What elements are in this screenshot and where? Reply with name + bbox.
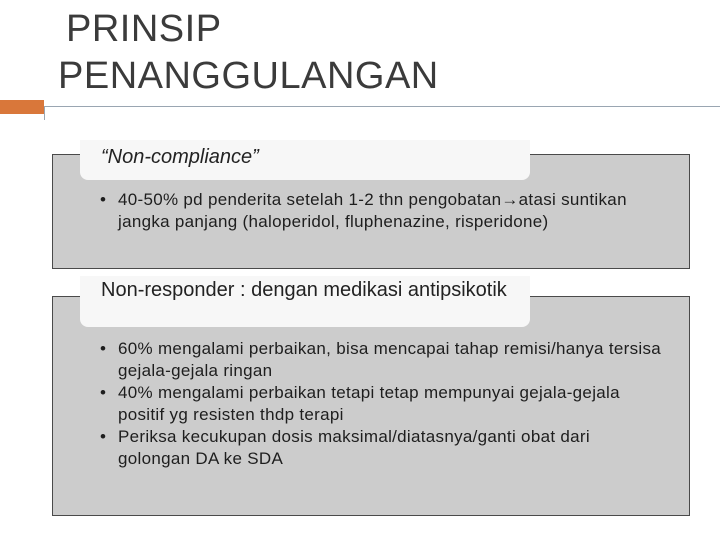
title-divider-tick bbox=[44, 106, 45, 120]
non-compliance-bullets bbox=[100, 189, 670, 233]
slide-title-line-2: PENANGGULANGAN bbox=[58, 55, 439, 97]
bullet-item: • 40-50% pd penderita setelah 1-2 thn pengobatan→atasi suntikan jangka panjang (haloperidol, fluphenazine, risperidone) bbox=[100, 189, 670, 233]
sub-bullets bbox=[100, 426, 652, 470]
bullet-item: • 40% mengalami perbaikan tetapi tetap mempunyai gejala-gejala positif yg resisten thdp terapi bbox=[100, 382, 670, 426]
bullet-item-container bbox=[100, 426, 670, 470]
title-divider bbox=[44, 106, 720, 107]
sub-bullet-item: • Periksa kecukupan dosis maksimal/diatasnya/ganti obat dari golongan DA ke SDA bbox=[100, 426, 652, 470]
non-responder-heading-tab bbox=[80, 276, 530, 327]
non-compliance-heading-tab bbox=[80, 140, 530, 180]
non-compliance-heading: “Non-compliance” bbox=[101, 146, 259, 168]
bullet-item: • 60% mengalami perbaikan, bisa mencapai tahap remisi/hanya tersisa gejala-gejala ringan bbox=[100, 338, 670, 382]
non-responder-heading: Non-responder : dengan medikasi antipsikotik bbox=[101, 279, 507, 301]
slide-title-line-1: PRINSIP bbox=[66, 8, 222, 50]
non-responder-bullets bbox=[100, 338, 670, 470]
accent-bar bbox=[0, 100, 44, 114]
